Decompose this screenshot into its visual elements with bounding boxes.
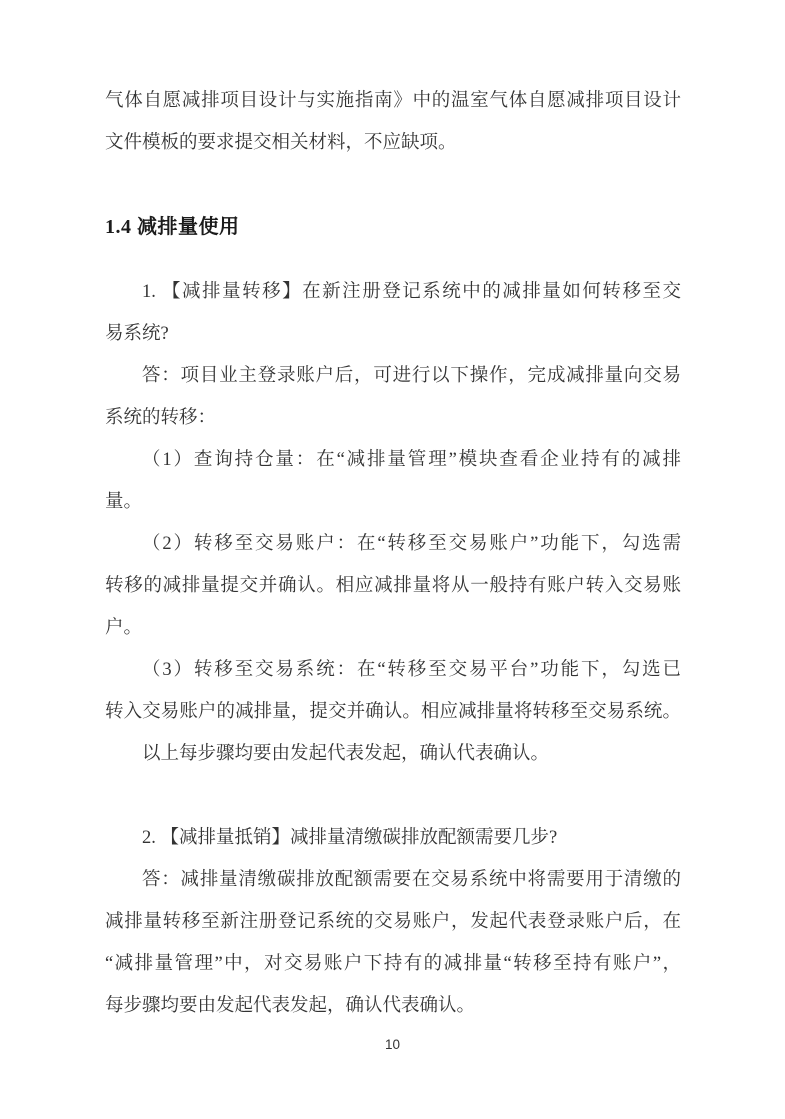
q1-note-line: 以上每步骤均要由发起代表发起，确认代表确认。: [142, 744, 550, 764]
q1-step2-line-3: 户。: [105, 618, 143, 638]
q1-step2-line-2: 转移的减排量提交并确认。相应减排量将从一般持有账户转入交易账: [105, 576, 681, 596]
q1-step3-line-1: （3）转移至交易系统：在“转移至交易平台”功能下，勾选已: [142, 660, 681, 680]
q1-answer-line-1: 答：项目业主登录账户后，可进行以下操作，完成减排量向交易: [142, 366, 681, 386]
continuation-paragraph-line-2: 文件模板的要求提交相关材料，不应缺项。: [105, 133, 457, 153]
q2-answer-line-1: 答：减排量清缴碳排放配额需要在交易系统中将需要用于清缴的: [142, 870, 681, 890]
q2-answer-line-2: 减排量转移至新注册登记系统的交易账户，发起代表登录账户后，在: [105, 912, 681, 932]
q1-answer-line-2: 系统的转移：: [105, 408, 217, 428]
q2-question-line: 2. 【减排量抵销】减排量清缴碳排放配额需要几步?: [142, 828, 558, 848]
q1-step2-line-1: （2）转移至交易账户：在“转移至交易账户”功能下，勾选需: [142, 534, 681, 554]
continuation-paragraph-line-1: 气体自愿减排项目设计与实施指南》中的温室气体自愿减排项目设计: [105, 91, 681, 111]
q1-step3-line-2: 转入交易账户的减排量，提交并确认。相应减排量将转移至交易系统。: [105, 702, 681, 722]
q2-answer-line-4: 每步骤均要由发起代表发起，确认代表确认。: [105, 996, 476, 1016]
page-number: 10: [384, 1037, 401, 1052]
q1-question-line-2: 易系统?: [105, 324, 169, 344]
section-heading: 1.4 减排量使用: [105, 216, 240, 238]
q2-answer-line-3: “减排量管理”中，对交易账户下持有的减排量“转移至持有账户”，: [105, 954, 681, 974]
q1-step1-line-2: 量。: [105, 492, 143, 512]
q1-step1-line-1: （1）查询持仓量：在“减排量管理”模块查看企业持有的减排: [142, 450, 681, 470]
page-body-text: [105, 80, 681, 1027]
q1-question-line-1: 1. 【减排量转移】在新注册登记系统中的减排量如何转移至交: [142, 282, 681, 302]
